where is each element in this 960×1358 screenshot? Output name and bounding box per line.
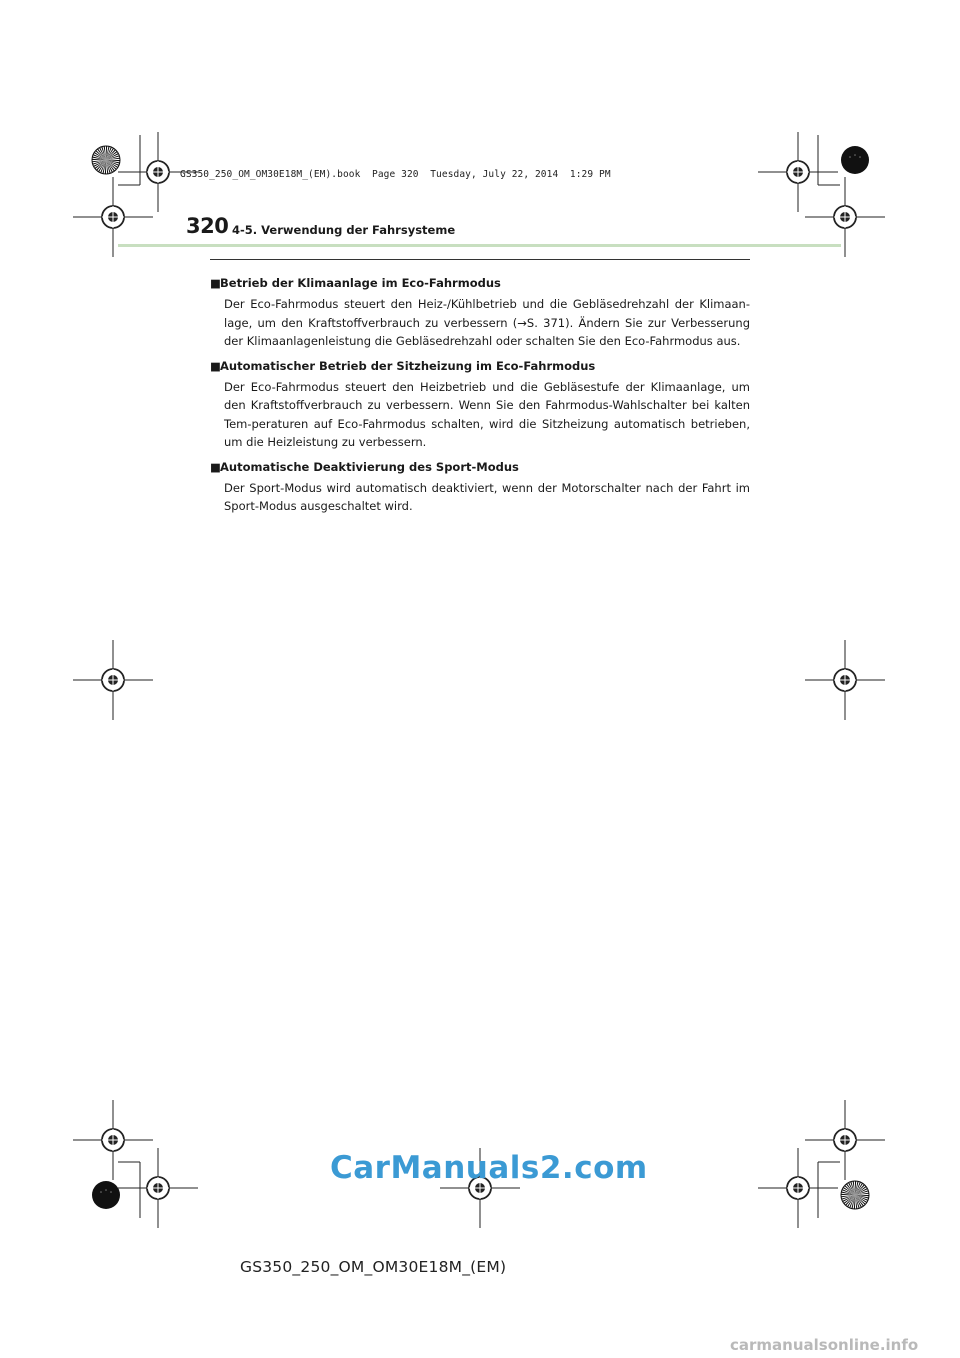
content	[210, 268, 750, 520]
starburst-mark	[841, 146, 869, 174]
site-link[interactable]: carmanualsonline.info	[730, 1336, 919, 1354]
registration-target	[73, 1100, 153, 1180]
registration-target	[805, 640, 885, 720]
section-title: 4-5. Verwendung der Fahrsysteme	[232, 223, 456, 237]
starburst-mark	[92, 146, 120, 174]
watermark: CarManuals2.com	[330, 1150, 648, 1186]
item-body: Der Eco-Fahrmodus steuert den Heizbetrieb und die Gebläsestufe der Klimaanlage, um den Kraftstoffverbrauch zu verbessern. Wenn Sie den Fahrmodus-Wahlschalter bei kalten Tem-peraturen auf Eco-Fahrmodus schalten, wird die Sitzheizung automatisch betrieben, um die Heizleistung zu verbessern.	[224, 379, 750, 449]
square-bullet-icon: ■	[210, 459, 221, 474]
page-number: 320	[186, 214, 229, 238]
registration-target	[758, 1148, 838, 1228]
print-info: GS350_250_OM_OM30E18M_(EM).book Page 320 Tuesday, July 22, 2014 1:29 PM	[180, 169, 611, 180]
item-title: ■Automatische Deaktivierung des Sport-Modus	[210, 459, 519, 474]
item-body: Der Sport-Modus wird automatisch deaktiviert, wenn der Motorschalter nach der Fahrt im Sport-Modus ausgeschaltet wird.	[224, 480, 750, 513]
starburst-mark	[92, 1181, 120, 1209]
item-body: Der Eco-Fahrmodus steuert den Heiz-/Kühlbetrieb und die Gebläsedrehzahl der Klimaan-lage, um den Kraftstoffverbrauch zu verbessern (→S. 371). Ändern Sie zur Verbesserung der Klimaanlagenleistung die Gebläsedrehzahl oder schalten Sie den Eco-Fahrmodus aus.	[224, 297, 750, 348]
item-2	[210, 357, 750, 452]
content-rule	[210, 259, 750, 260]
footer-code: GS350_250_OM_OM30E18M_(EM)	[240, 1258, 507, 1276]
square-bullet-icon: ■	[210, 358, 221, 373]
registration-target	[805, 1100, 885, 1180]
item-3	[210, 458, 750, 516]
registration-target	[73, 640, 153, 720]
header-rule	[118, 244, 841, 247]
item-title: ■Automatischer Betrieb der Sitzheizung im Eco-Fahrmodus	[210, 358, 596, 373]
square-bullet-icon: ■	[210, 276, 221, 290]
starburst-mark	[841, 1181, 869, 1209]
item-1	[210, 274, 750, 351]
registration-target	[758, 132, 838, 212]
registration-target	[118, 1148, 198, 1228]
item-title: ■Betrieb der Klimaanlage im Eco-Fahrmodus	[210, 276, 501, 290]
